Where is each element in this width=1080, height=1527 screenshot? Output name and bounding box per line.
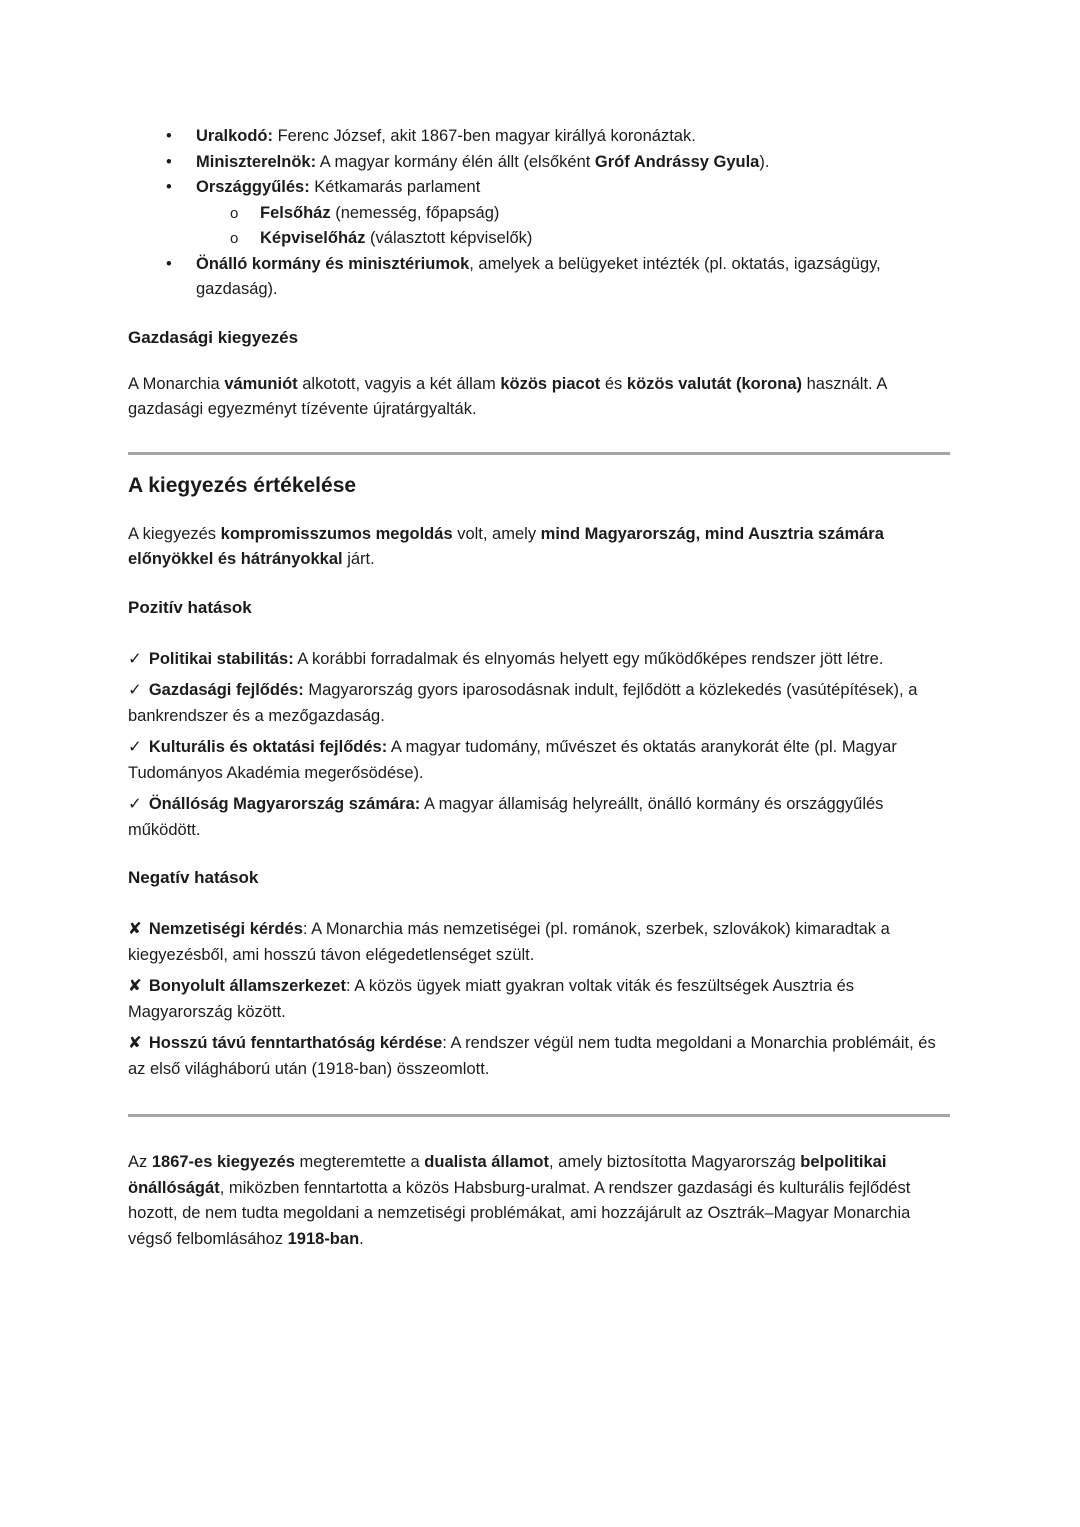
- positive-item: [128, 792, 950, 843]
- positive-item-text: Gazdasági fejlődés: Magyarország gyors iparosodásnak indult, fejlődött a közlekedés (vasútépítések), a bankrendszer és a mezőgazdaság.: [128, 681, 918, 725]
- check-icon: ✓: [128, 738, 142, 756]
- list-item: [128, 124, 950, 150]
- positive-effects-list: [128, 647, 950, 844]
- bullet-icon: •: [166, 127, 172, 145]
- list-item: [128, 252, 950, 303]
- positive-item: [128, 647, 950, 673]
- evaluation-intro-paragraph: A kiegyezés kompromisszumos megoldás volt, amely mind Magyarország, mind Ausztria számára előnyökkel és hátrányokkal járt.: [128, 524, 884, 568]
- sub-bullet-icon: o: [230, 204, 239, 222]
- evaluation-section-heading: A kiegyezés értékelése: [128, 473, 357, 497]
- x-icon: ✘: [128, 1034, 142, 1052]
- positive-item-text: Önállóság Magyarország számára: A magyar államiság helyreállt, önálló kormány és országgyűlés működött.: [128, 795, 884, 839]
- negative-item: [128, 1031, 950, 1082]
- negative-item: [128, 974, 950, 1025]
- bullet-icon: •: [166, 178, 172, 196]
- positive-effects-heading: Pozitív hatások: [128, 597, 252, 617]
- overview-list: [128, 124, 950, 303]
- positive-item: [128, 735, 950, 786]
- list-item-text: Felsőház (nemesség, főpapság): [260, 203, 500, 222]
- section-divider: [128, 452, 950, 455]
- x-icon: ✘: [128, 920, 142, 938]
- bullet-icon: •: [166, 152, 172, 171]
- bullet-icon: •: [166, 254, 172, 273]
- list-item-text: Uralkodó: Ferenc József, akit 1867-ben magyar királlyá koronáztak.: [196, 127, 696, 145]
- list-item: [128, 150, 950, 176]
- check-icon: ✓: [128, 681, 142, 699]
- negative-item: [128, 917, 950, 968]
- list-item-text: Önálló kormány és minisztériumok, amelyek a belügyeket intézték (pl. oktatás, igazságügy, gazdaság).: [196, 254, 881, 298]
- sub-list-item: [128, 226, 950, 252]
- conclusion-paragraph: Az 1867-es kiegyezés megteremtette a dualista államot, amely biztosította Magyarország belpolitikai önállóságát, miközben fenntartotta a közös Habsburg-uralmat. A rendszer gazdasági és kulturális fejlődést hozott, de nem tudta megoldani a nemzetiségi problémákat, ami hozzájárult az Osztrák–Magyar Monarchia végső felbomlásához 1918-ban.: [128, 1153, 911, 1248]
- positive-item-text: Kulturális és oktatási fejlődés: A magyar tudomány, művészet és oktatás aranykorát élte (pl. Magyar Tudományos Akadémia megerősödése).: [128, 738, 897, 782]
- economy-paragraph: A Monarchia vámuniót alkotott, vagyis a két állam közös piacot és közös valutát (korona) használt. A gazdasági egyezményt tízévente újratárgyalták.: [128, 374, 887, 418]
- x-icon: ✘: [128, 977, 142, 995]
- positive-item-text: Politikai stabilitás: A korábbi forradalmak és elnyomás helyett egy működőképes rendszer jött létre.: [148, 649, 884, 668]
- negative-item-text: Nemzetiségi kérdés: A Monarchia más nemzetiségei (pl. románok, szerbek, szlovákok) kimaradtak a kiegyezésből, ami hosszú távon elégedetlenséget szült.: [128, 920, 890, 964]
- positive-item: [128, 678, 950, 729]
- negative-item-text: Hosszú távú fenntarthatóság kérdése: A rendszer végül nem tudta megoldani a Monarchia problémáit, és az első világháború után (1918-ban) összeomlott.: [128, 1034, 936, 1078]
- list-item-text: Miniszterelnök: A magyar kormány élén állt (elsőként Gróf Andrássy Gyula).: [196, 152, 770, 171]
- negative-item-text: Bonyolult államszerkezet: A közös ügyek miatt gyakran voltak viták és feszültségek Ausztria és Magyarország között.: [128, 977, 855, 1021]
- negative-effects-heading: Negatív hatások: [128, 868, 259, 887]
- check-icon: ✓: [128, 795, 142, 813]
- list-item-text: Képviselőház (választott képviselők): [260, 229, 533, 247]
- economy-section-heading: Gazdasági kiegyezés: [128, 327, 299, 347]
- section-divider: [128, 1114, 950, 1117]
- sub-bullet-icon: o: [230, 230, 239, 247]
- negative-effects-list: [128, 917, 950, 1082]
- list-item: [128, 175, 950, 201]
- sub-list-item: [128, 201, 950, 227]
- check-icon: ✓: [128, 649, 142, 668]
- list-item-text: Országgyűlés: Kétkamarás parlament: [196, 178, 481, 196]
